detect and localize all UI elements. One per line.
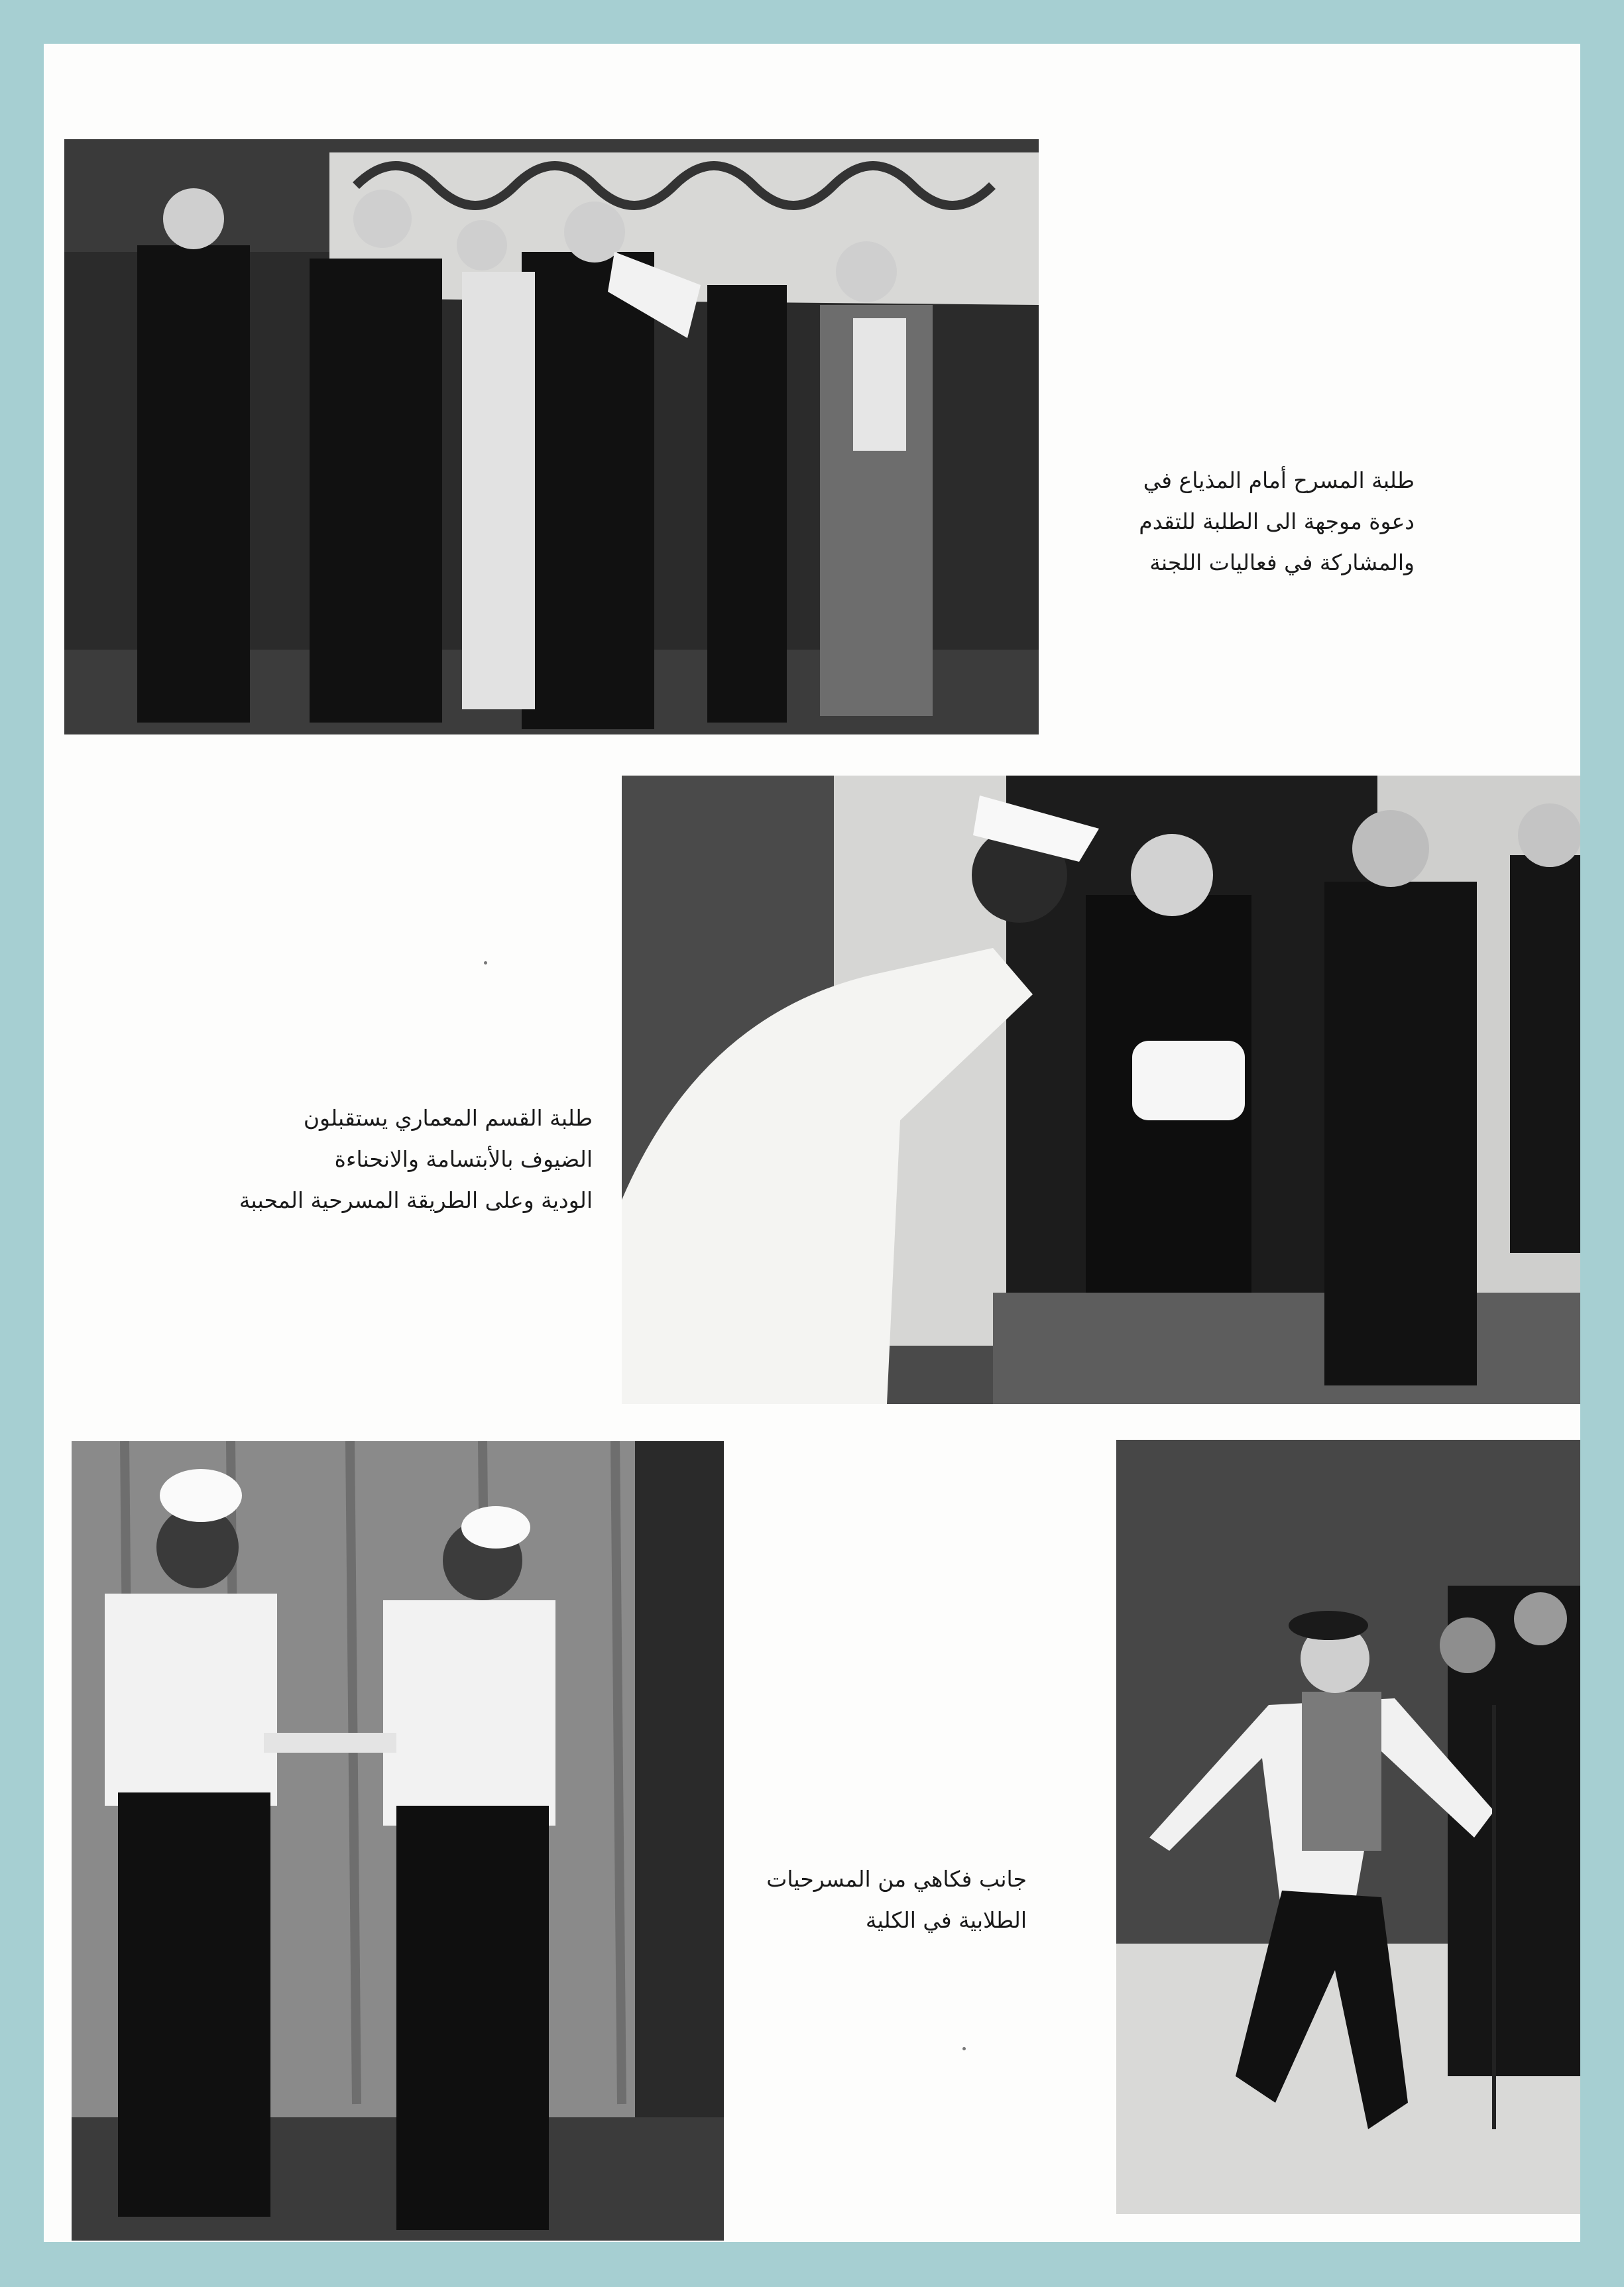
caption-line: طلبة المسرح أمام المذياع في	[1143, 467, 1415, 493]
caption-line: الودية وعلى الطريقة المسرحية المحببة	[239, 1187, 593, 1213]
caption-line: الضيوف بالأبتسامة والانحناءة	[334, 1146, 593, 1172]
caption-welcoming-guests	[239, 1098, 593, 1221]
caption-line: والمشاركة في فعاليات اللجنة	[1149, 550, 1415, 575]
caption-line: جانب فكاهي من المسرحيات	[766, 1866, 1027, 1892]
caption-comedy-plays	[766, 1859, 1027, 1941]
photo-stage-megaphone	[64, 139, 1039, 734]
photo-dancing-student	[1116, 1440, 1580, 2214]
photo-welcoming-guests	[622, 776, 1580, 1404]
caption-stage-megaphone	[1139, 460, 1415, 583]
photo-handshake-comedy	[72, 1441, 724, 2241]
caption-line: طلبة القسم المعماري يستقبلون	[303, 1105, 593, 1131]
caption-line: الطلابية في الكلية	[865, 1907, 1027, 1933]
caption-line: دعوة موجهة الى الطلبة للتقدم	[1139, 508, 1415, 534]
speck-mark	[484, 961, 487, 965]
speck-mark	[962, 2047, 966, 2050]
page-sheet	[44, 44, 1580, 2242]
